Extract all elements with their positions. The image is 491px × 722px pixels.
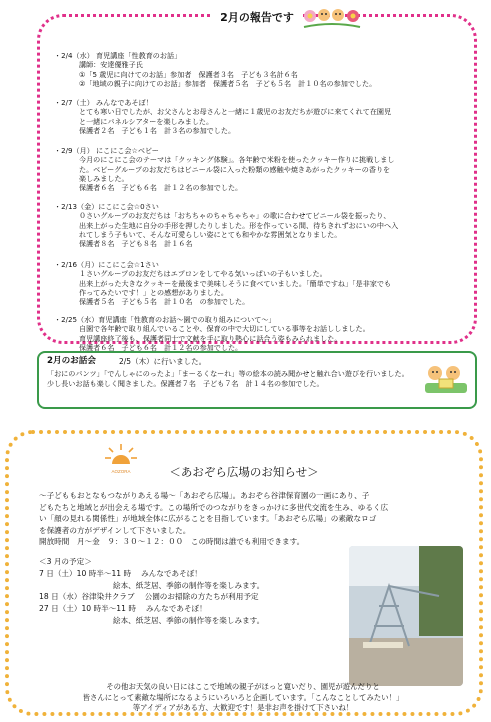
story-date: 2/5（木）に行いました。 — [119, 357, 207, 366]
report-entry-heading: ・2/16（月）にこにこ会☆1さい — [54, 260, 159, 269]
report-entry — [54, 260, 472, 306]
schedule-row — [39, 568, 339, 580]
report-entry-body: とても寒い日でしたが、お父さんとお母さんと一緒に１歳児のお友だちが遊びに来てくれて在園児 と一緒にパネルシアターを楽しみました。 保護者２名 子ども１名 計３名の参加でした。 — [79, 107, 392, 135]
report-entry-heading: ・2/13（金）にこにこ会☆0さい — [54, 202, 159, 211]
aozora-intro: ～子どももおとなもつながりあえる場～「あおぞら広場」。あおぞら谷津保育園の一画にあり、子 どもたちと地域とが出会える場です。この場所でのつながりをきっかけに多世代交流を生み、ゆるく広 い「顔の見れる関係性」が地域全体に広がることを目指しています。「あおぞら広場」の素敵なロゴ を保護者の方がデザインして下さいました。 開放時間 月～金 ９：３０～１２：００ この時間は誰でも利用できます。 — [39, 491, 389, 546]
schedule-detail: 絵本、紙芝居、季節の制作等を楽しみます。 — [113, 615, 265, 625]
schedule-date: 27 日（土）10 時半～11 時 — [39, 604, 136, 614]
plaza-photo — [349, 546, 463, 686]
monthly-report-box — [37, 11, 477, 352]
report-entry-heading: ・2/25（水）育児講座「性教育のお話～園での取り組みについて～」 — [54, 315, 276, 324]
report-entry — [54, 98, 472, 135]
schedule-event: みんなであそぼ！ — [141, 568, 202, 578]
story-title: 2月のお話会 — [47, 356, 96, 366]
report-title: 2月の報告です — [212, 11, 302, 24]
aozora-closing: その他お天気の良い日にはここで地域の親子がほっと寛いだり、園児が遊んだりと 皆さんにとって素敵な場所になるようにいろいろと企画しています。「こんなことしてみたい！」 等アイディアがある方、大歓迎です！是非お声を掛けて下さいね！ — [82, 682, 404, 713]
schedule-row — [39, 603, 339, 615]
svg-text:AOZORA: AOZORA — [111, 469, 131, 474]
report-entry-body: 今月のにこにこ会のテーマは「クッキング体験」。各年齢で米粉を使ったクッキー作りに挑戦しまし た。ベビーグループのお友だちはビニール袋に入った粉類の感触や焼きあがったクッキーの香りを 楽しみました。 保護者６名 子ども６名 計１２名の参加でした。 — [79, 155, 395, 193]
report-entry-body: 講師：安達優雅子氏 ①「5 歳児に向けてのお話」参加者 保護者３名 子ども３名計６名 ②「地域の親子に向けてのお話」参加者 保護者５名 子ども５名 計１０名の参加でした。 — [79, 60, 377, 88]
schedule-date: 7 日（土）10 時半～11 時 — [39, 568, 132, 578]
aozora-title: ＜あおぞら広場のお知らせ＞ — [169, 465, 319, 479]
report-entry-body: １さいグループのお友だちはエプロンをしてやる気いっぱいの子もいました。 出来上がった大きなクッキーを最後まで美味しそうに食べていました。「簡単ですね」「是非家でも 作ってみたいです！」との感想がありました。 保護者５名 子ども５名 計１０名 の参加でした。 — [79, 269, 392, 307]
report-entry — [54, 146, 472, 192]
reading-children-illustration — [423, 357, 469, 397]
report-entry — [54, 315, 472, 352]
report-entry-heading: ・2/7（土） みんなであそぼ！ — [54, 98, 153, 107]
schedule-detail: 絵本、紙芝居、季節の制作等を楽しみます。 — [113, 580, 265, 590]
schedule-date: 18 日（水）谷津染井クラブ — [39, 592, 135, 602]
aozora-notice-box — [5, 430, 483, 716]
report-entry-body: ０さいグループのお友だちは「おちちゃのちゃちゃちゃ」の歌に合わせてビニール袋を振ったり、 出来上がった生地に自分の手形を押したりしました。形を作っている間、待ちきれずおにいの中へ入 れてしまう子もいて、そんな可愛らしい姿にとても和やかな雰囲気となりました。 保護者８名 子ども８名 計１６名 — [79, 211, 399, 249]
schedule-event: 公園のお掃除の方たちが利用予定 — [144, 592, 259, 602]
report-entry — [54, 51, 472, 88]
story-body: 「おにのパンツ」「でんしゃにのったよ」「まーるくなーれ」等の絵本の読み聞かせと触れ合い遊びを行いました。 少し長いお話も楽しく聞きました。保護者７名 子ども７名 計１４名の参加でした。 — [47, 369, 409, 388]
schedule-event: みんなであそぼ！ — [145, 604, 207, 614]
report-entry-body: 自園で各年齢で取り組んでいることや、保育の中で大切にしている事等をお話ししました。 育児講座終了後も、保護者同士で文献を手に取り熱心に話合う姿もみられました。 保護者６名 子ども６名 計１２名の参加でした。 — [79, 324, 370, 352]
schedule-row — [39, 591, 339, 603]
report-entry-heading: ・2/9（月） にこにこ会☆ベビー — [54, 146, 159, 155]
report-title-wrap — [40, 6, 474, 25]
report-entry — [54, 202, 472, 248]
flower-children-illustration — [302, 3, 362, 29]
story-meeting-box — [37, 351, 477, 409]
report-entry-heading: ・2/4（水） 育児講座「性教育のお話」 — [54, 51, 182, 60]
schedule-title: ＜3 月の予定＞ — [39, 557, 92, 566]
march-schedule — [39, 556, 339, 627]
